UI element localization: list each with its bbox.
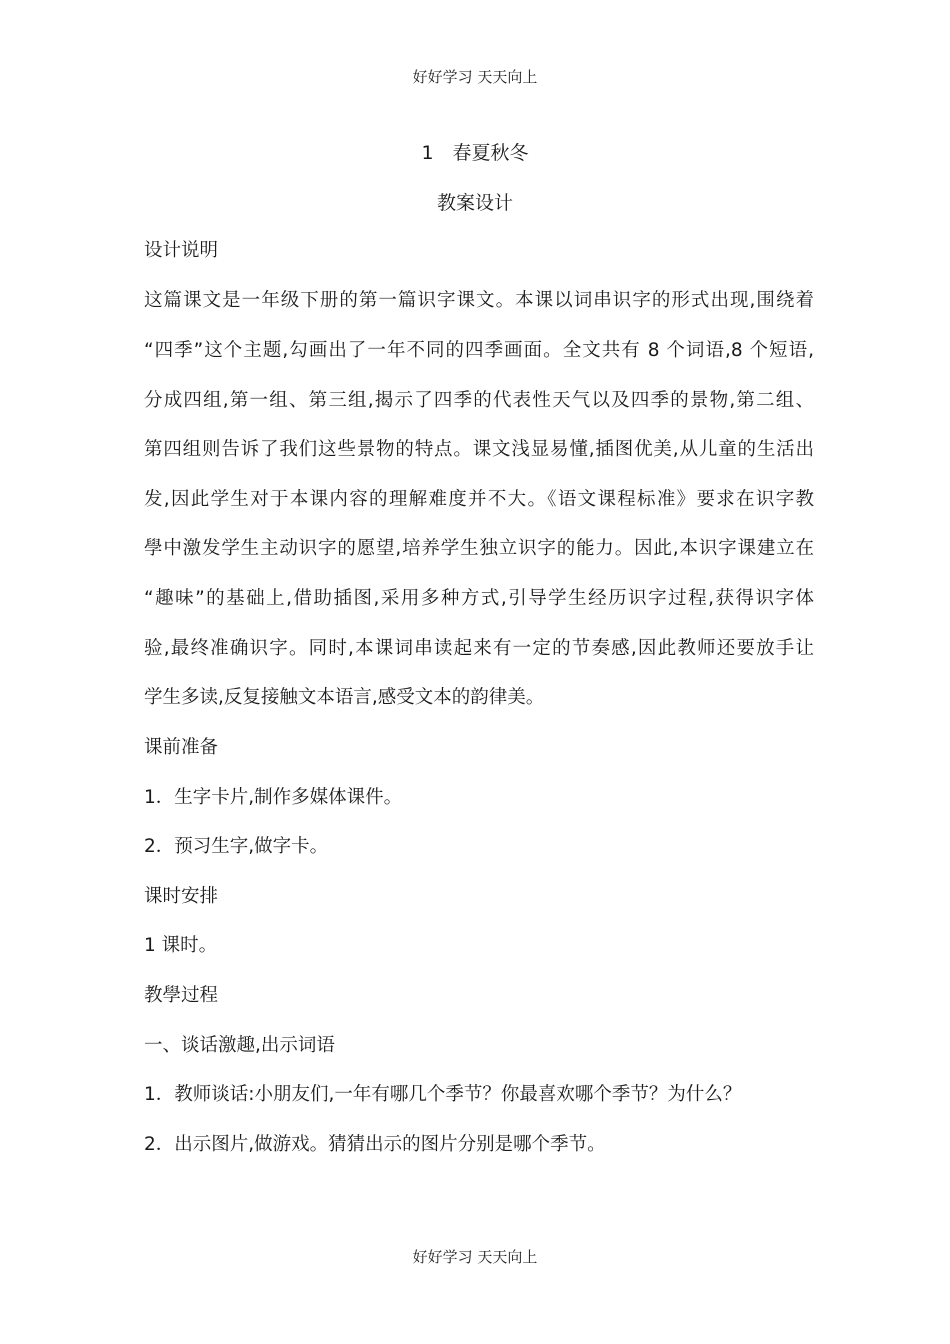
section-heading-prep: 课前准备 (144, 737, 219, 758)
paragraph-line: “趣味”的基础上,借助插图,采用多种方式,引导学生经历识字过程,获得识字体 (144, 588, 814, 609)
section-heading-schedule: 课时安排 (144, 886, 219, 907)
list-item: 1．生字卡片,制作多媒体课件。 (144, 787, 403, 808)
paragraph-line: 发,因此学生对于本课内容的理解难度并不大。《语文课程标准》要求在识字教 (144, 489, 814, 510)
process-subheading: 一、谈话激趣,出示词语 (144, 1035, 335, 1056)
schedule-text: 1 课时。 (144, 935, 218, 956)
section-heading-process: 教學过程 (144, 985, 219, 1006)
paragraph-line: 分成四组,第一组、第三组,揭示了四季的代表性天气以及四季的景物,第二组、 (144, 390, 814, 411)
page-footer: 好好学习 天天向上 (412, 1248, 538, 1266)
lesson-title: 1 春夏秋冬 (421, 142, 529, 164)
paragraph-line: 学生多读,反复接触文本语言,感受文本的韵律美。 (144, 687, 545, 708)
list-item: 1．教师谈话:小朋友们,一年有哪几个季节？你最喜欢哪个季节？为什么？ (144, 1084, 742, 1105)
list-item: 2．出示图片,做游戏。猜猜出示的图片分别是哪个季节。 (144, 1134, 606, 1155)
lesson-subtitle: 教案设计 (436, 192, 513, 214)
section-heading-design: 设计说明 (144, 240, 219, 261)
paragraph-line: 學中激发学生主动识字的愿望,培养学生独立识字的能力。因此,本识字课建立在 (144, 538, 814, 559)
paragraph-line: 验,最终准确识字。同时,本课词串读起来有一定的节奏感,因此教师还要放手让 (144, 638, 814, 659)
page-header: 好好学习 天天向上 (412, 68, 538, 86)
paragraph-line: 第四组则告诉了我们这些景物的特点。课文浅显易懂,插图优美,从儿童的生活出 (144, 439, 814, 460)
paragraph-line: 这篇课文是一年级下册的第一篇识字课文。本课以词串识字的形式出现,围绕着 (144, 290, 814, 311)
list-item: 2．预习生字,做字卡。 (144, 836, 329, 857)
paragraph-line: “四季”这个主题,勾画出了一年不同的四季画面。全文共有 8 个词语,8 个短语, (144, 340, 814, 361)
